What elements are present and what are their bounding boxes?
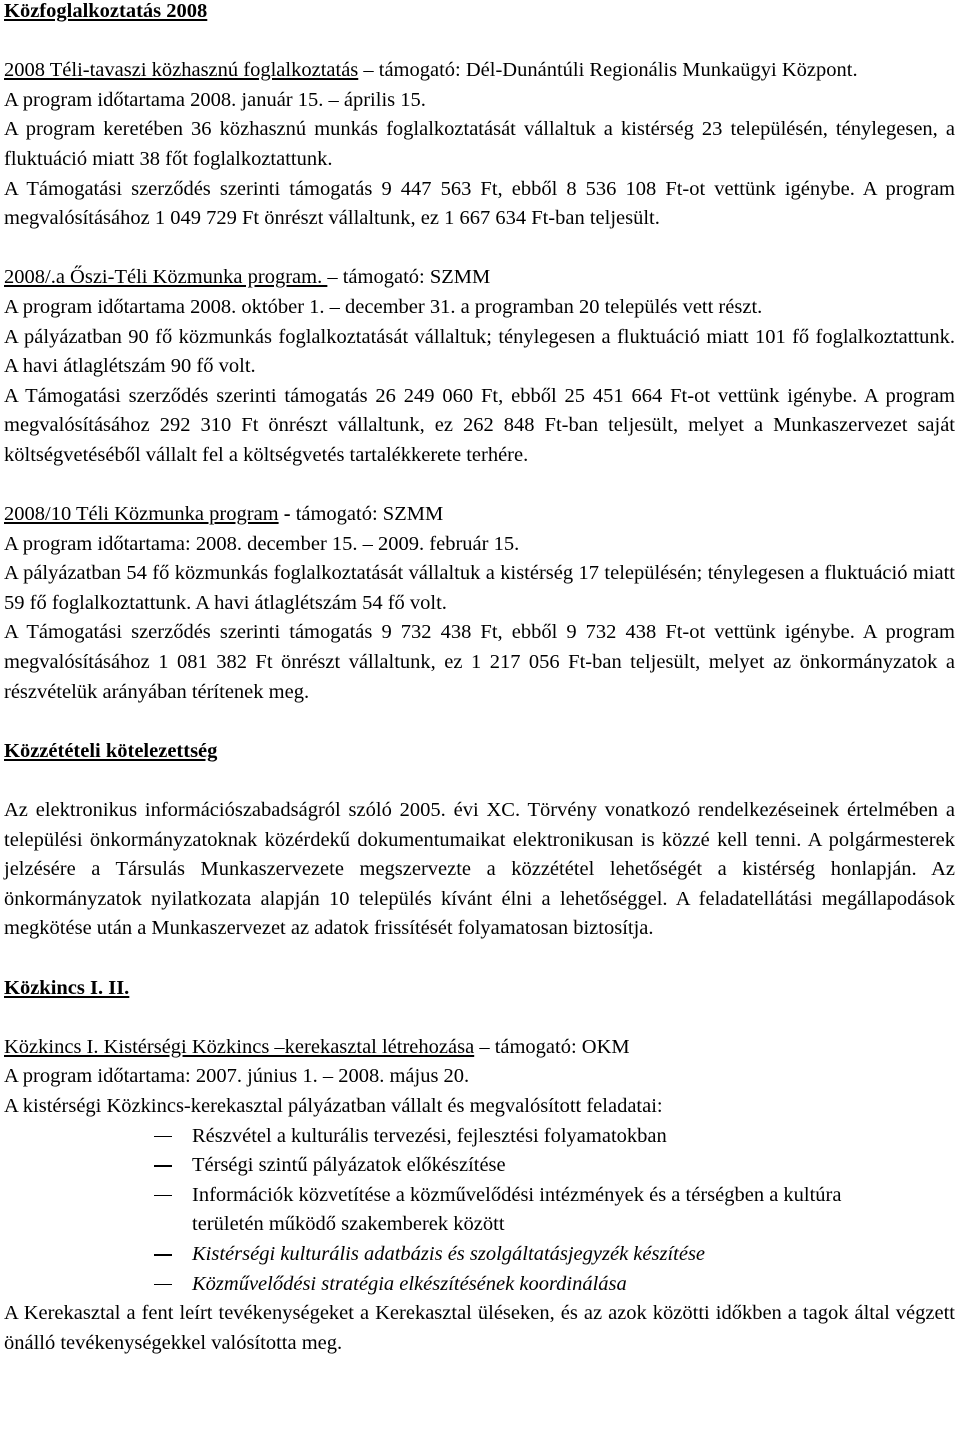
paragraph: A pályázatban 54 fő közmunkás foglalkoztatását vállaltuk a kistérség 17 településén; ténylegesen a fluktuáció miatt 59 fő foglalkoztattunk. A havi átlaglétszám 54 fő volt. (4, 562, 955, 614)
spacer (4, 707, 955, 737)
program-duration: A program időtartama: 2008. december 15. – 2009. február 15. (4, 532, 520, 555)
paragraph: Az elektronikus információszabadságról szóló 2005. évi XC. Törvény vonatkozó rendelkezéseinek értelmében a települési önkormányzatoknak közérdekű dokumentumaikat elektronikusan is közzé kell tenni. A polgármesterek jelzésére a Társulás Munkaszervezete megszervezte a közzététel lehetőségét a kistérség honlapján. Az önkormányzatok nyilatkozata alapján 10 település kívánt élni a lehetőséggel. A feladatellátási megállapodások megkötése után a Munkaszervezet az adatok frissítését folyamatosan biztosítja. (4, 799, 955, 940)
section-heading (4, 56, 955, 86)
section-kozzeteteli (4, 737, 955, 944)
paragraph: A Kerekasztal a fent leírt tevékenységeket a Kerekasztal üléseken, és az azok közötti időkben a tagok által végzett önálló tevékenységekkel valósította meg. (4, 1302, 955, 1354)
program-duration: A program időtartama 2008. január 15. – április 15. (4, 88, 426, 111)
paragraph: A Támogatási szerződés szerinti támogatás 9 447 563 Ft, ebből 8 536 108 Ft-ot vettünk igénybe. A program megvalósításához 1 049 729 Ft önrészt vállaltunk, ez 1 667 634 Ft-ban teljesült. (4, 177, 955, 230)
list-item-text: Kistérségi kulturális adatbázis és szolgáltatásjegyzék készítése (192, 1242, 706, 1265)
section-heading (4, 500, 955, 530)
paragraph: A program keretében 36 közhasznú munkás foglalkoztatását vállaltuk a kistérség 23 településén, ténylegesen, a fluktuáció miatt 38 főt foglalkoztattunk. (4, 118, 955, 170)
list-item-text: Információk közvetítése a közművelődési intézmények és a térségben a kultúra területén működő szakemberek között (192, 1183, 842, 1236)
section-oszi-teli (4, 263, 955, 470)
spacer (4, 234, 955, 264)
section-heading (4, 263, 955, 293)
section-heading (4, 1033, 955, 1063)
list-item-text: Közművelődési stratégia elkészítésének koordinálása (192, 1272, 627, 1295)
program-name: 2008/10 Téli Közmunka program (4, 503, 279, 526)
list-intro: A kistérségi Közkincs-kerekasztal pályázatban vállalt és megvalósított feladatai: (4, 1094, 663, 1117)
spacer (4, 27, 955, 57)
sponsor-text: – támogató: Dél-Dunántúli Regionális Munkaügyi Központ. (358, 59, 858, 82)
task-list (4, 1122, 955, 1300)
paragraph: A pályázatban 90 fő közmunkás foglalkoztatását vállaltuk; ténylegesen a fluktuáció miatt 101 fő foglalkoztattunk. A havi átlaglétszám 90 fő volt. (4, 325, 955, 378)
section-title: Közkincs I. II. (4, 976, 130, 999)
program-name: 2008 Téli-tavaszi közhasznú foglalkoztatás (4, 59, 359, 82)
program-duration: A program időtartama 2008. október 1. – december 31. a programban 20 település vett részt. (4, 295, 763, 318)
separator-dash: - (278, 503, 291, 526)
list-item (4, 1181, 955, 1240)
sponsor-text: – támogató: OKM (474, 1035, 630, 1058)
list-item (4, 1122, 955, 1152)
document-page (4, 0, 955, 1358)
dash-bullet-icon (154, 1165, 172, 1167)
list-item-text: Részvétel a kulturális tervezési, fejlesztési folyamatokban (192, 1124, 667, 1147)
section-teli-kozmunka (4, 500, 955, 707)
sponsor-text: támogató: SZMM (290, 503, 444, 526)
paragraph: A Támogatási szerződés szerinti támogatás 9 732 438 Ft, ebből 9 732 438 Ft-ot vettünk igénybe. A program megvalósításához 1 081 382 Ft önrészt vállaltunk, ez 1 217 056 Ft-ban teljesült, melyet az önkormányzatok a részvételük arányában térítenek meg. (4, 621, 955, 703)
paragraph: A Támogatási szerződés szerinti támogatás 26 249 060 Ft, ebből 25 451 664 Ft-ot vettünk igénybe. A program megvalósításához 292 310 Ft önrészt vállaltunk, ez 262 848 Ft-ban teljesült, melyet a Munkaszervezet saját költségvetéséből vállalt fel a költségvetés tartalékkerete terhére. (4, 384, 955, 466)
list-item (4, 1270, 955, 1300)
spacer (4, 471, 955, 501)
list-item-text: Térségi szintű pályázatok előkészítése (192, 1154, 506, 1177)
dash-bullet-icon (154, 1136, 172, 1138)
list-item (4, 1151, 955, 1181)
section-kozkincs (4, 974, 955, 1359)
spacer (4, 1003, 955, 1033)
list-item (4, 1240, 955, 1270)
program-duration: A program időtartama: 2007. június 1. – 2008. május 20. (4, 1065, 470, 1088)
dash-bullet-icon (154, 1284, 172, 1286)
dash-bullet-icon (154, 1195, 172, 1197)
program-name: 2008/.a Őszi-Téli Közmunka program. (4, 266, 328, 289)
section-title: Közzétételi kötelezettség (4, 739, 218, 762)
spacer (4, 766, 955, 796)
dash-bullet-icon (154, 1254, 172, 1256)
section-teli-tavaszi (4, 56, 955, 234)
spacer (4, 944, 955, 974)
program-name: Közkincs I. Kistérségi Közkincs –kerekasztal létrehozása (4, 1035, 475, 1058)
page-title: Közfoglalkoztatás 2008 (4, 0, 208, 22)
sponsor-text: – támogató: SZMM (327, 266, 491, 289)
